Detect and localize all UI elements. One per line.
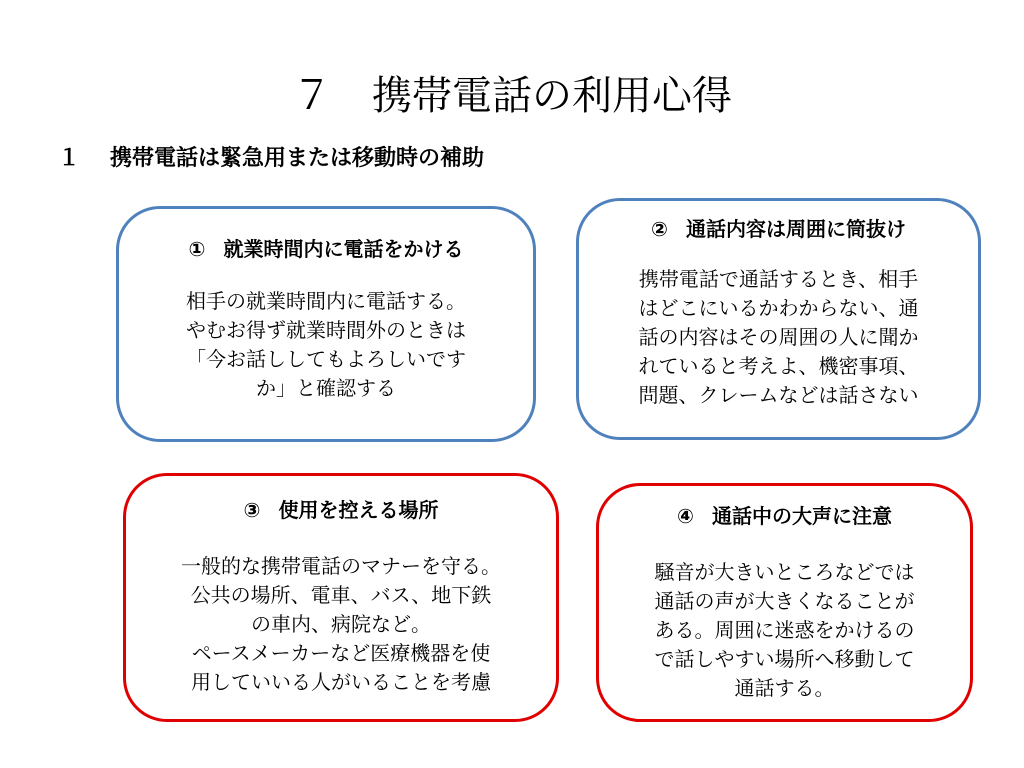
tip-box-line: 騒音が大きいところなどでは (654, 560, 915, 584)
tip-box-number: ③ (243, 498, 261, 522)
slide-title: ７ 携帯電話の利用心得 (292, 73, 732, 119)
tip-box-line: ある。周囲に迷惑をかけるの (654, 618, 915, 642)
tip-box-line: 「今お話ししてもよろしいです (186, 347, 466, 371)
tip-box-title (126, 496, 556, 524)
tip-box-line: はどこにいるかわからない、通 (638, 296, 919, 320)
section-number: １ (58, 146, 81, 171)
tip-box-line: 問題、クレームなどは話さない (638, 383, 919, 407)
tip-box-body (579, 265, 978, 410)
tip-box-restricted-places (123, 473, 559, 722)
tip-box-title (119, 235, 533, 263)
section-heading-text: 携帯電話は緊急用または移動時の補助 (110, 146, 485, 171)
tip-box-line: 通話する。 (734, 676, 835, 700)
tip-box-body (599, 558, 970, 703)
tip-box-number: ④ (677, 504, 694, 528)
tip-box-line: か」と確認する (256, 376, 396, 400)
section-heading (58, 144, 484, 174)
tip-box-title (579, 215, 978, 243)
tip-box-line: 用していいる人がいることを考慮 (191, 670, 491, 694)
tip-box-line: ペースメーカーなど医療機器を使 (191, 641, 491, 665)
tip-box-title-text: 就業時間内に電話をかける (223, 237, 464, 261)
tip-box-line: の車内、病院など。 (251, 612, 431, 636)
tip-box-line: 話の内容はその周囲の人に聞か (638, 325, 919, 349)
tip-box-conversation-overheard (576, 198, 981, 440)
tip-box-title-text: 使用を控える場所 (278, 498, 439, 522)
tip-box-line: 携帯電話で通話するとき、相手 (638, 267, 919, 291)
tip-box-body (119, 287, 533, 403)
tip-box-line: 一般的な携帯電話のマナーを守る。 (181, 554, 501, 578)
tip-box-number: ① (188, 237, 206, 261)
tip-box-title (599, 502, 970, 530)
tip-box-body (126, 552, 556, 697)
tip-box-line: れていると考えよ、機密事項、 (638, 354, 919, 378)
tip-box-line: 公共の場所、電車、バス、地下鉄 (190, 583, 492, 607)
tip-box-loud-voice (596, 483, 973, 722)
tip-box-working-hours (116, 206, 536, 442)
tip-box-line: で話しやすい場所へ移動して (654, 647, 915, 671)
tip-box-title-text: 通話内容は周囲に筒抜け (685, 217, 906, 241)
tip-box-number: ② (651, 217, 668, 241)
tip-box-line: 相手の就業時間内に電話する。 (186, 289, 466, 313)
tip-box-title-text: 通話中の大声に注意 (711, 504, 892, 528)
tip-box-line: やむお得ず就業時間外のときは (186, 318, 466, 342)
tip-box-line: 通話の声が大きくなることが (654, 589, 915, 613)
